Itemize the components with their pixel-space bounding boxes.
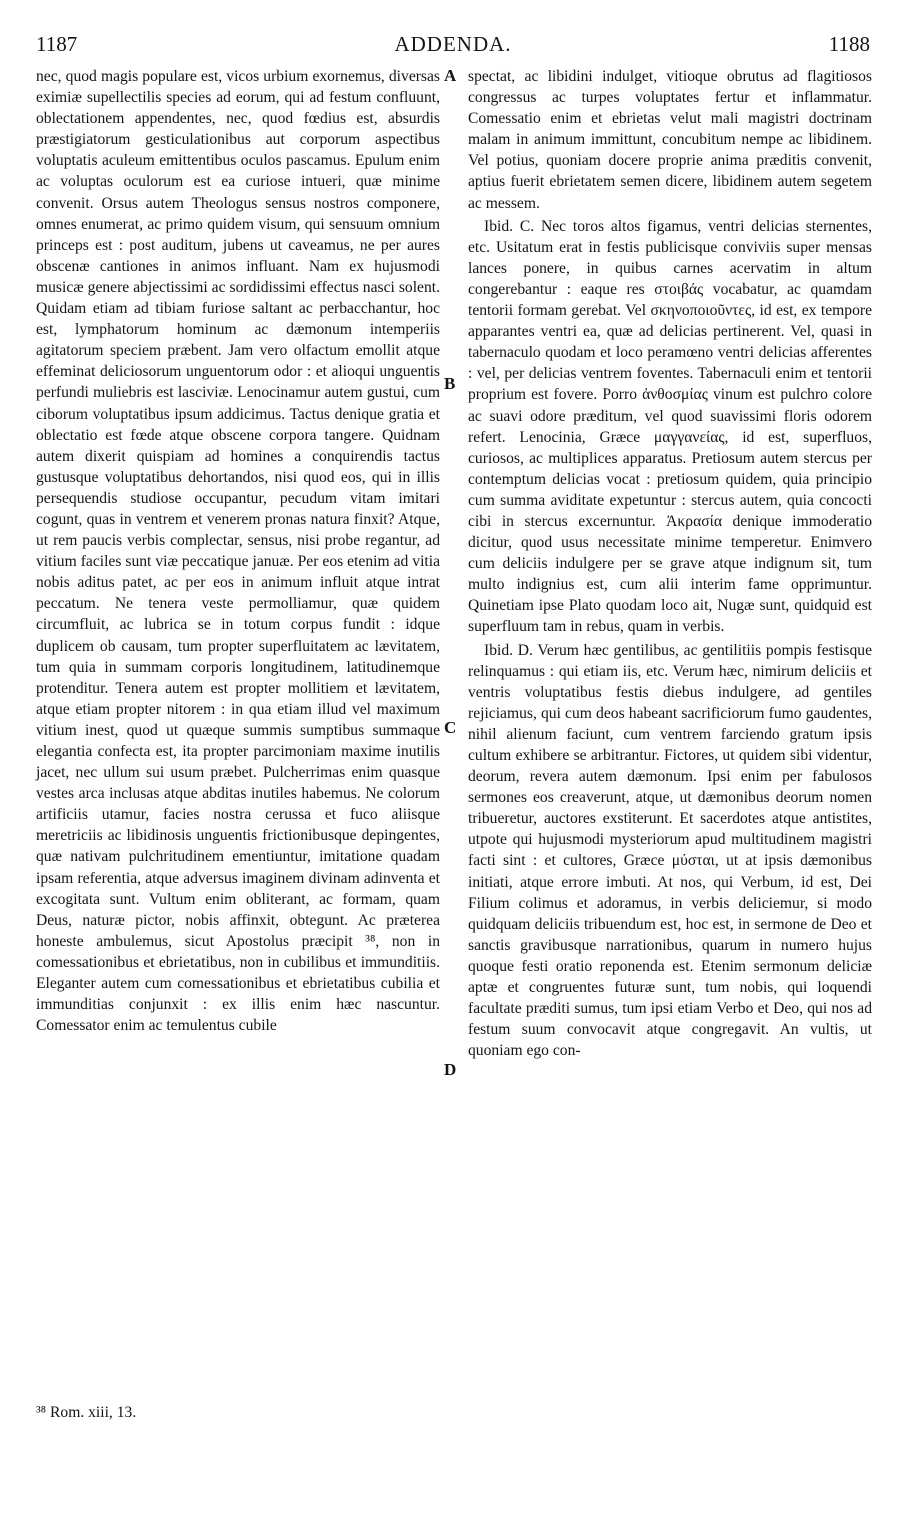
right-column <box>468 66 872 1386</box>
right-paragraph-1: spectat, ac libidini indulget, vitioque obrutus ad flagitiosos congressus ac turpes voluptates fertur et inflammatur. Comessatio enim et ebrietas velut mali magistri doctrinam malam in animum immittunt, concubitum nempe ac libidinem. Vel potius, quoniam docere proprie anima præditis convenit, aptius fuerit ebrietatem semen dicere, libidinem autem segetem ac messem. <box>468 68 872 212</box>
page-header <box>36 32 870 60</box>
left-paragraph-1: nec, quod magis populare est, vicos urbium exornemus, diversas eximiæ supellectilis species ad eorum, qui ad festum confluunt, oblectationem appendentes, nec, quod fœdius est, absurdis præstigiatorum gesticulationibus aut corporum aspectibus voluptatis aculeum emittentibus oculos pascamus. Epulum enim ac voluptas oculorum est ea curiose intueri, quæ minime convenit. Orsus autem Theologus sensus nostros componere, omnes enumerat, ac primo quidem visum, qui sensuum omnium princeps est : post auditum, jubens ut caveamus, ne per aures obscenæ cantiones in animos influant. Nam ex hujusmodi musicæ genere abjectissimi ac sordidissimi effectus nasci solent. Quidam etiam ad tibiam furiose saltant ac perbacchantur, hoc est, lymphatorum hominum ac dæmonum intemperiis agitatorum speciem præbent. Jam vero olfactum emollit atque effeminat deliciosorum unguentorum odor : et alioqui unguentis perfundi muliebris est lasciviæ. Lenocinamur autem gustui, cum ciborum voluptatibus ipsum addicimus. Tactus denique gratia et oblectatio est fœde atque obscene corpora tangere. Quidnam autem dixerit quispiam ad homines a conquirendis tactus gustusque voluptatibus dehortandos, nisi quod eos, qui in illis persequendis studiose occupantur, pecudum vitam imitari cogunt, quas in ventrem et venerem pronas natura finxit? Atque, ut rem paucis verbis complectar, sensus, nisi probe regantur, ad vitium faciles sunt viæ peccatique januæ. Per eos etenim ad vitia nobis aditus patet, ac per eos in animum influit atque intrat peccatum. Ne tenera veste permolliamur, quæ quidem circumfluit, ac lubrica se in totum corpus fundit : idque duplicem ob causam, tum propter superfluitatem ac lævitatem, tum quia in summam corporis longitudinem, latitudinemque protenditur. Tenera autem est propter mollitiem et lævitatem, atque etiam propter nitorem : in qua etiam illud vel maximum vitium inest, quod ut quæque summis sumptibus summaque elegantia confecta est, ita propter parcimoniam maxime inutilis jacet, nec ullum sui usum præbet. Pulcherrimas enim quasque vestes arca inclusas atque abditas inutiles habemus. Ne colorum artificiis utamur, facies nostra cerussa et fuco aliisque meretriciis ac libidinosis unguentis frictionibusque depingentes, quæ nativam pulchritudinem ementiuntur, imitatione quadam ipsam referentia, atque adversus imaginem divinam adinventa et excogitata sunt. Vultum enim obliterant, ac formam, quam Deus, naturæ pictor, nobis affinxit, obtegunt. Ac præterea honeste ambulemus, sicut Apostolus præcipit ³⁸, non in comessationibus et ebrietatibus, non in cubilibus et immunditiis. Eleganter autem cum comessationibus et ebrietatibus cubilia et immunditias conjunxit : ex illis enim hæc nascuntur. Comessator enim ac temulentus cubile <box>36 68 440 1035</box>
right-paragraph-3: Ibid. D. Verum hæc gentilibus, ac gentilitiis pompis festisque relinquamus : qui etiam iis, etc. Verum hæc, nimirum deliciis et ventris voluptatibus festis diebus indulgere, ad gentiles rejiciamus, qui cum deos habeant sacrificiorum fumo gaudentes, nihil alienum faciunt, cum ventrem farciendo gratum ipsis cultum exhibere se arbitrantur. Fictores, ut quidem sibi videntur, deorum, revera autem dæmonum. Ipsi enim per fabulosos sermones eos creaverunt, atque, ut dæmonibus deorum nomen tribueretur, auctores exstiterunt. Et sacerdotes atque antistites, utpote qui hujusmodi mysteriorum apud multitudinem magistri facti sint : et cultores, Græce μύσται, ut at ipsis dæmonibus initiati, atque errore imbuti. At nos, qui Verbum, id est, Dei Filium colimus et adoramus, in verbis deliciemur, si modo quidquam deliciis tribuendum est, hoc est, in sermone de Deo et sanctis gravibusque narrationibus, quarum in numero hujus quoque festi oratio reponenda est. Etenim sermonum deliciæ aptæ et congruentes futuræ sunt, tum nobis, qui loquendi facultate præditi sumus, tum ipsi etiam Verbo et Deo, qui nos ad festum suum convocavit atque congregavit. An vultis, ut quoniam ego con- <box>468 641 872 1060</box>
section-marker-d: D <box>444 1060 457 1079</box>
section-marker-a: A <box>444 66 457 85</box>
page-number-left: 1187 <box>36 32 78 56</box>
right-paragraph-2: Ibid. C. Nec toros altos figamus, ventri delicias sternentes, etc. Usitatum erat in festis publicisque conviviis super mensas lances ponere, in quibus carnes acervatim in altum congerebantur : eaque res στοιβάς vocabatur, ac quamdam tentorii formam gerebat. Vel σκηνοποιοῦντες, id est, ex tempore apparantes ventri ea, quæ ad delicias pertinerent. Vel, quasi in tabernaculo quodam et loco peramœno ventri delicias afferentes : vel, per delicias ventrem foventes. Tabernaculi enim et tentorii proprium est fovere. Porro ἀνθοσμίας vinum est pulchro colore ac suavi odore præditum, vel quod suavissimi floris odorem refert. Lenocinia, Græce μαγγανείας, id est, superfluos, curiosos, ac multiplices apparatus. Pretiosum autem stercus per contemptum delicias vocat : pretiosum quidem, quia principio cum summa aviditate expetuntur : stercus autem, quia concocti cibi in stercus excernuntur. Ἀκρασία denique immoderatio dicitur, quod usus necessitate minime temperetur. Enimvero cum deliciis indulgere per se grave atque indignum sit, tum multo indignius est, cum alii interim fame opprimuntur. Quinetiam ipse Plato quodam loco ait, Nugæ sunt, quidquid est superfluum tam in rebus, quam in verbis. <box>468 217 872 636</box>
footnote: ³⁸ Rom. xiii, 13. <box>36 1404 137 1421</box>
section-marker-b: B <box>444 374 456 393</box>
left-column <box>36 66 440 1386</box>
running-title: ADDENDA. <box>394 32 512 56</box>
section-marker-c: C <box>444 718 457 737</box>
page-number-right: 1188 <box>828 32 870 56</box>
